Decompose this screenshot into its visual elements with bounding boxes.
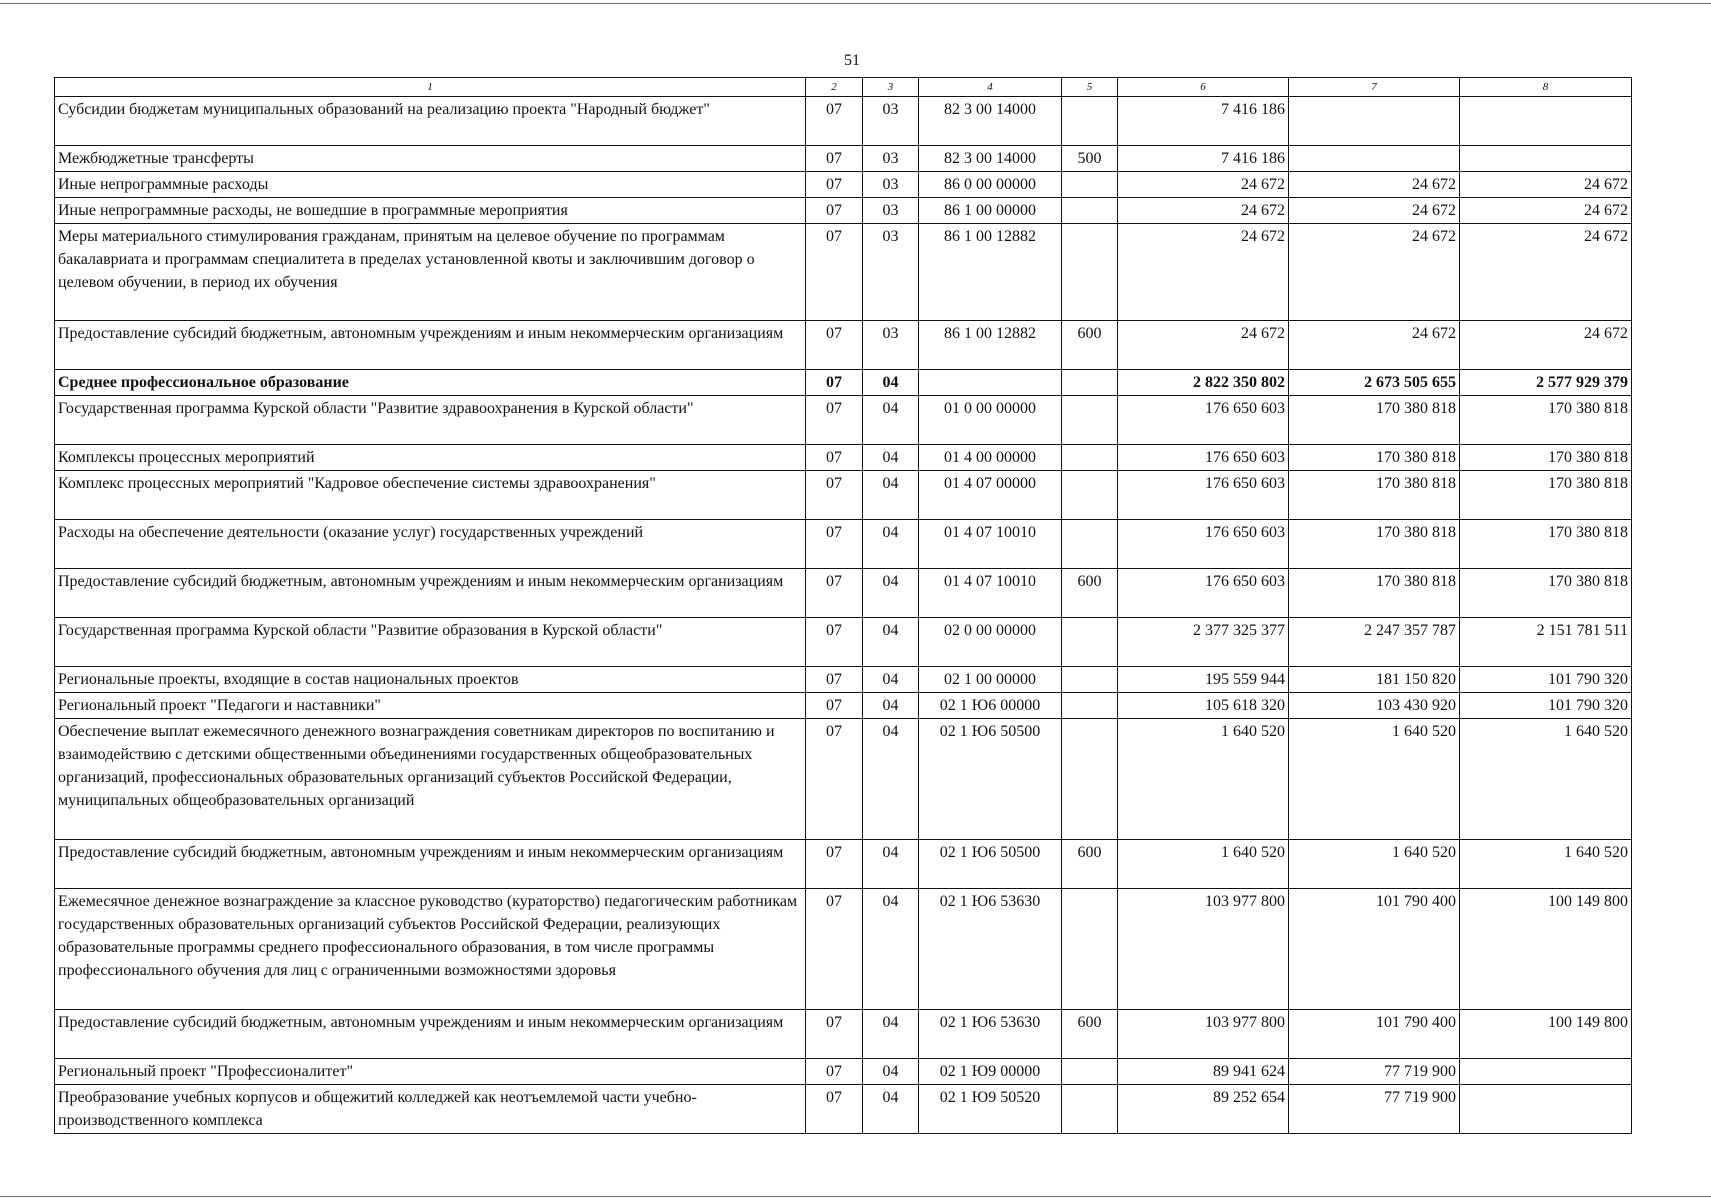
row-subsection: 04 (863, 889, 919, 1010)
row-amount-col8: 24 672 (1460, 224, 1632, 321)
row-expense-type (1062, 198, 1118, 224)
table-row (55, 618, 1632, 667)
row-section: 07 (806, 1085, 863, 1134)
row-amount-col7: 24 672 (1289, 321, 1460, 370)
row-subsection: 03 (863, 198, 919, 224)
row-subsection: 04 (863, 370, 919, 396)
row-section: 07 (806, 172, 863, 198)
row-amount-col6: 176 650 603 (1118, 569, 1289, 618)
row-expense-type (1062, 445, 1118, 471)
row-amount-col8: 1 640 520 (1460, 719, 1632, 840)
row-subsection: 04 (863, 1010, 919, 1059)
row-target-article: 01 4 07 10010 (919, 520, 1062, 569)
row-target-article: 86 1 00 12882 (919, 224, 1062, 321)
row-amount-col8 (1460, 146, 1632, 172)
row-target-article: 82 3 00 14000 (919, 97, 1062, 146)
row-amount-col8: 101 790 320 (1460, 667, 1632, 693)
row-name: Государственная программа Курской области "Развитие здравоохранения в Курской области" (55, 396, 806, 445)
row-subsection: 04 (863, 445, 919, 471)
row-section: 07 (806, 667, 863, 693)
row-amount-col6: 24 672 (1118, 224, 1289, 321)
row-amount-col6: 176 650 603 (1118, 445, 1289, 471)
row-subsection: 04 (863, 618, 919, 667)
row-amount-col8: 170 380 818 (1460, 520, 1632, 569)
row-amount-col6: 103 977 800 (1118, 889, 1289, 1010)
row-name: Предоставление субсидий бюджетным, автономным учреждениям и иным некоммерческим организациям (55, 840, 806, 889)
table-row (55, 224, 1632, 321)
row-subsection: 03 (863, 321, 919, 370)
row-name: Расходы на обеспечение деятельности (оказание услуг) государственных учреждений (55, 520, 806, 569)
row-amount-col6: 89 252 654 (1118, 1085, 1289, 1134)
row-amount-col8 (1460, 97, 1632, 146)
row-expense-type (1062, 889, 1118, 1010)
row-name: Обеспечение выплат ежемесячного денежного вознаграждения советникам директоров по воспитанию и взаимодействию с детскими общественными объединениями государственных общеобразовательных организаций, профессиональных образовательных организаций субъектов Российской Федерации, муниципальных общеобразовательных организаций (55, 719, 806, 840)
row-target-article: 02 1 Ю6 00000 (919, 693, 1062, 719)
row-subsection: 04 (863, 1059, 919, 1085)
row-target-article: 86 0 00 00000 (919, 172, 1062, 198)
table-row (55, 1059, 1632, 1085)
row-amount-col8: 101 790 320 (1460, 693, 1632, 719)
table-row (55, 146, 1632, 172)
row-amount-col6: 176 650 603 (1118, 520, 1289, 569)
row-expense-type: 600 (1062, 321, 1118, 370)
row-amount-col8: 170 380 818 (1460, 471, 1632, 520)
column-number-row (55, 78, 1632, 97)
row-name: Региональный проект "Профессионалитет" (55, 1059, 806, 1085)
table-row (55, 370, 1632, 396)
row-name: Предоставление субсидий бюджетным, автономным учреждениям и иным некоммерческим организациям (55, 321, 806, 370)
col-header-1: 1 (55, 78, 806, 97)
row-amount-col6: 2 377 325 377 (1118, 618, 1289, 667)
row-amount-col8: 24 672 (1460, 172, 1632, 198)
row-subsection: 03 (863, 224, 919, 321)
row-expense-type (1062, 693, 1118, 719)
row-expense-type (1062, 172, 1118, 198)
row-subsection: 04 (863, 569, 919, 618)
row-amount-col7 (1289, 97, 1460, 146)
row-amount-col8 (1460, 1085, 1632, 1134)
table-row (55, 1085, 1632, 1134)
table-row (55, 172, 1632, 198)
row-section: 07 (806, 569, 863, 618)
row-name: Предоставление субсидий бюджетным, автономным учреждениям и иным некоммерческим организациям (55, 1010, 806, 1059)
row-amount-col8: 170 380 818 (1460, 445, 1632, 471)
row-expense-type (1062, 520, 1118, 569)
row-section: 07 (806, 198, 863, 224)
row-amount-col6: 2 822 350 802 (1118, 370, 1289, 396)
row-amount-col7: 1 640 520 (1289, 840, 1460, 889)
row-amount-col7: 170 380 818 (1289, 520, 1460, 569)
col-header-2: 2 (806, 78, 863, 97)
row-target-article: 02 1 Ю6 53630 (919, 889, 1062, 1010)
row-name: Региональный проект "Педагоги и наставники" (55, 693, 806, 719)
row-amount-col8: 24 672 (1460, 321, 1632, 370)
row-amount-col7: 170 380 818 (1289, 396, 1460, 445)
row-amount-col6: 1 640 520 (1118, 719, 1289, 840)
row-amount-col6: 89 941 624 (1118, 1059, 1289, 1085)
row-name: Комплексы процессных мероприятий (55, 445, 806, 471)
row-target-article: 02 1 Ю6 50500 (919, 840, 1062, 889)
row-section: 07 (806, 520, 863, 569)
row-expense-type: 600 (1062, 840, 1118, 889)
row-target-article: 86 1 00 12882 (919, 321, 1062, 370)
row-section: 07 (806, 719, 863, 840)
row-amount-col8: 2 577 929 379 (1460, 370, 1632, 396)
table-row (55, 569, 1632, 618)
row-amount-col7: 24 672 (1289, 198, 1460, 224)
row-name: Иные непрограммные расходы, не вошедшие в программные мероприятия (55, 198, 806, 224)
col-header-7: 7 (1289, 78, 1460, 97)
table-row (55, 693, 1632, 719)
table-row (55, 445, 1632, 471)
row-subsection: 03 (863, 146, 919, 172)
row-amount-col6: 103 977 800 (1118, 1010, 1289, 1059)
row-target-article: 86 1 00 00000 (919, 198, 1062, 224)
row-amount-col6: 105 618 320 (1118, 693, 1289, 719)
row-target-article: 02 1 Ю6 53630 (919, 1010, 1062, 1059)
row-amount-col7: 2 673 505 655 (1289, 370, 1460, 396)
row-amount-col7: 103 430 920 (1289, 693, 1460, 719)
row-amount-col6: 7 416 186 (1118, 97, 1289, 146)
row-target-article: 02 1 Ю9 50520 (919, 1085, 1062, 1134)
row-target-article: 82 3 00 14000 (919, 146, 1062, 172)
row-section: 07 (806, 840, 863, 889)
row-section: 07 (806, 618, 863, 667)
row-subsection: 04 (863, 719, 919, 840)
row-section: 07 (806, 471, 863, 520)
row-expense-type (1062, 1085, 1118, 1134)
row-expense-type (1062, 1059, 1118, 1085)
table-row (55, 840, 1632, 889)
row-amount-col8: 100 149 800 (1460, 1010, 1632, 1059)
row-expense-type (1062, 370, 1118, 396)
row-section: 07 (806, 396, 863, 445)
row-section: 07 (806, 1010, 863, 1059)
table-row (55, 1010, 1632, 1059)
table-row (55, 667, 1632, 693)
row-subsection: 03 (863, 97, 919, 146)
row-amount-col7: 77 719 900 (1289, 1085, 1460, 1134)
row-amount-col6: 7 416 186 (1118, 146, 1289, 172)
row-target-article: 02 1 Ю9 00000 (919, 1059, 1062, 1085)
table-row (55, 520, 1632, 569)
row-amount-col6: 176 650 603 (1118, 396, 1289, 445)
row-target-article (919, 370, 1062, 396)
row-expense-type (1062, 618, 1118, 667)
row-name: Комплекс процессных мероприятий "Кадровое обеспечение системы здравоохранения" (55, 471, 806, 520)
row-section: 07 (806, 321, 863, 370)
row-amount-col8: 1 640 520 (1460, 840, 1632, 889)
row-name: Меры материального стимулирования гражданам, принятым на целевое обучение по программам бакалавриата и программам специалитета в пределах установленной квоты и заключившим договор о целевом обучении, в период их обучения (55, 224, 806, 321)
row-amount-col7 (1289, 146, 1460, 172)
row-target-article: 02 0 00 00000 (919, 618, 1062, 667)
row-section: 07 (806, 224, 863, 321)
row-amount-col8: 170 380 818 (1460, 396, 1632, 445)
row-name: Предоставление субсидий бюджетным, автономным учреждениям и иным некоммерческим организациям (55, 569, 806, 618)
row-section: 07 (806, 370, 863, 396)
row-section: 07 (806, 889, 863, 1010)
row-section: 07 (806, 1059, 863, 1085)
row-name: Межбюджетные трансферты (55, 146, 806, 172)
table-row (55, 198, 1632, 224)
row-name: Субсидии бюджетам муниципальных образований на реализацию проекта "Народный бюджет" (55, 97, 806, 146)
table-row (55, 889, 1632, 1010)
table-body (55, 97, 1632, 1134)
top-scan-edge (0, 3, 1711, 4)
row-expense-type: 500 (1062, 146, 1118, 172)
row-amount-col6: 24 672 (1118, 198, 1289, 224)
table-row (55, 97, 1632, 146)
row-amount-col6: 176 650 603 (1118, 471, 1289, 520)
row-amount-col6: 195 559 944 (1118, 667, 1289, 693)
col-header-8: 8 (1460, 78, 1632, 97)
bottom-scan-edge (0, 1196, 1711, 1197)
row-expense-type: 600 (1062, 1010, 1118, 1059)
row-subsection: 04 (863, 693, 919, 719)
row-section: 07 (806, 97, 863, 146)
row-subsection: 04 (863, 1085, 919, 1134)
col-header-3: 3 (863, 78, 919, 97)
row-target-article: 01 4 07 10010 (919, 569, 1062, 618)
row-subsection: 04 (863, 520, 919, 569)
row-amount-col7: 181 150 820 (1289, 667, 1460, 693)
row-amount-col7: 1 640 520 (1289, 719, 1460, 840)
col-header-6: 6 (1118, 78, 1289, 97)
row-subsection: 04 (863, 396, 919, 445)
table-row (55, 719, 1632, 840)
row-name: Региональные проекты, входящие в состав национальных проектов (55, 667, 806, 693)
row-section: 07 (806, 445, 863, 471)
row-name: Среднее профессиональное образование (55, 370, 806, 396)
row-target-article: 02 1 00 00000 (919, 667, 1062, 693)
row-name: Ежемесячное денежное вознаграждение за классное руководство (кураторство) педагогическим работникам государственных образовательных организаций субъектов Российской Федерации, реализующих образовательные программы среднего профессионального образования, в том числе программы профессионального обучения для лиц с ограниченными возможностями здоровья (55, 889, 806, 1010)
row-subsection: 03 (863, 172, 919, 198)
table-row (55, 471, 1632, 520)
page-number: 51 (844, 52, 860, 69)
row-expense-type (1062, 97, 1118, 146)
table-row (55, 321, 1632, 370)
row-amount-col8: 170 380 818 (1460, 569, 1632, 618)
row-subsection: 04 (863, 471, 919, 520)
row-amount-col7: 77 719 900 (1289, 1059, 1460, 1085)
row-amount-col6: 24 672 (1118, 172, 1289, 198)
row-subsection: 04 (863, 667, 919, 693)
row-amount-col7: 101 790 400 (1289, 889, 1460, 1010)
row-amount-col6: 1 640 520 (1118, 840, 1289, 889)
row-amount-col7: 2 247 357 787 (1289, 618, 1460, 667)
row-expense-type (1062, 471, 1118, 520)
row-expense-type (1062, 224, 1118, 321)
row-name: Иные непрограммные расходы (55, 172, 806, 198)
row-expense-type: 600 (1062, 569, 1118, 618)
row-amount-col7: 101 790 400 (1289, 1010, 1460, 1059)
row-subsection: 04 (863, 840, 919, 889)
row-expense-type (1062, 719, 1118, 840)
row-amount-col7: 24 672 (1289, 224, 1460, 321)
row-expense-type (1062, 396, 1118, 445)
table-row (55, 396, 1632, 445)
row-amount-col7: 24 672 (1289, 172, 1460, 198)
row-name: Преобразование учебных корпусов и общежитий колледжей как неотъемлемой части учебно-производственного комплекса (55, 1085, 806, 1134)
row-target-article: 01 4 07 00000 (919, 471, 1062, 520)
row-amount-col8: 2 151 781 511 (1460, 618, 1632, 667)
row-section: 07 (806, 146, 863, 172)
row-amount-col8 (1460, 1059, 1632, 1085)
row-amount-col7: 170 380 818 (1289, 569, 1460, 618)
row-target-article: 01 0 00 00000 (919, 396, 1062, 445)
row-amount-col8: 24 672 (1460, 198, 1632, 224)
row-amount-col8: 100 149 800 (1460, 889, 1632, 1010)
budget-table (54, 77, 1632, 1134)
row-section: 07 (806, 693, 863, 719)
row-amount-col6: 24 672 (1118, 321, 1289, 370)
row-name: Государственная программа Курской области "Развитие образования в Курской области" (55, 618, 806, 667)
row-expense-type (1062, 667, 1118, 693)
col-header-5: 5 (1062, 78, 1118, 97)
row-amount-col7: 170 380 818 (1289, 445, 1460, 471)
row-target-article: 02 1 Ю6 50500 (919, 719, 1062, 840)
row-target-article: 01 4 00 00000 (919, 445, 1062, 471)
row-amount-col7: 170 380 818 (1289, 471, 1460, 520)
col-header-4: 4 (919, 78, 1062, 97)
